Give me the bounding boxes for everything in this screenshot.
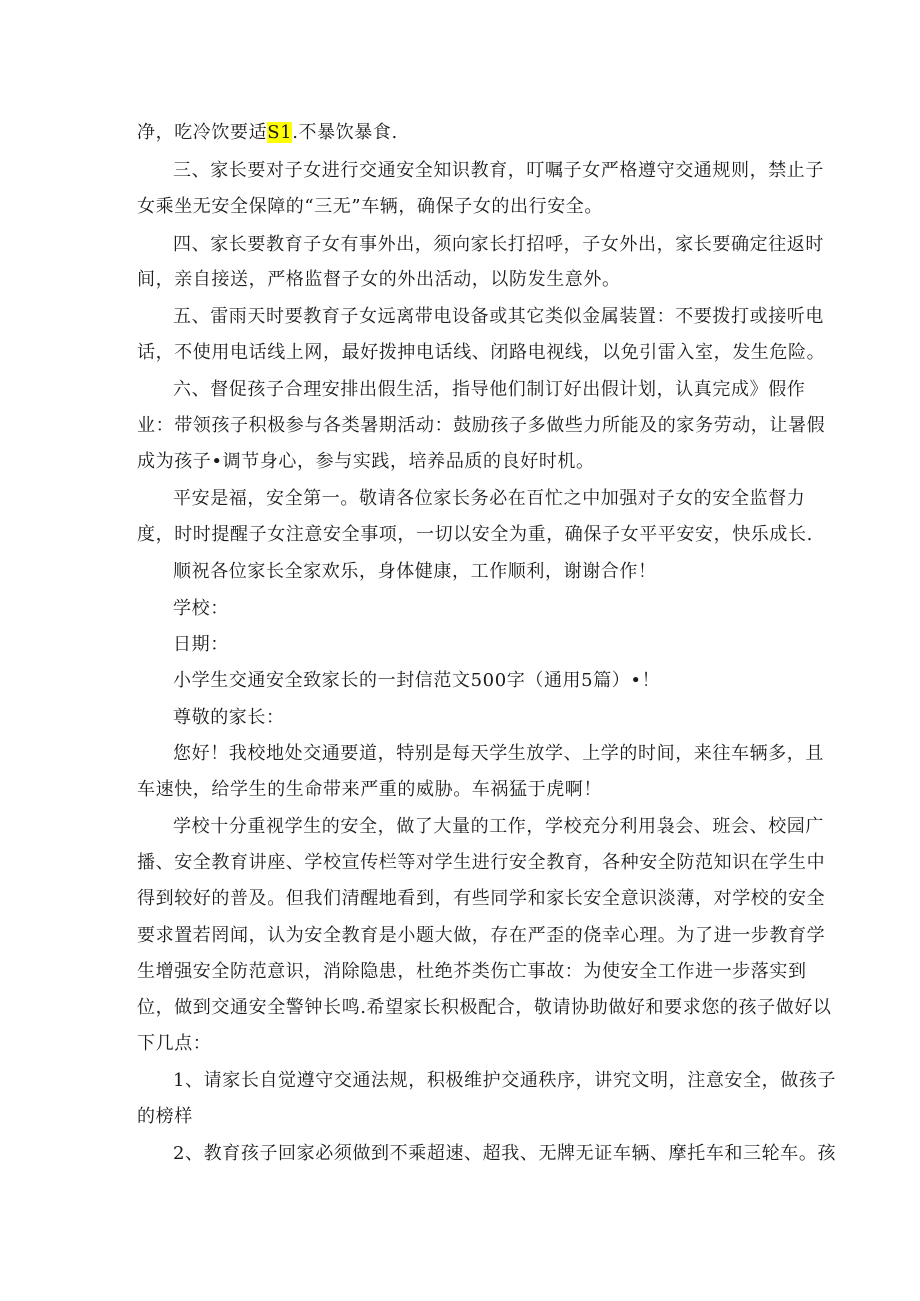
text-segment: .不暴饮暴食.: [292, 122, 398, 143]
school-label: 学校：: [173, 598, 229, 619]
salutation: 尊敬的家长：: [173, 707, 285, 728]
body-paragraph-line-7: 下几点：: [137, 1033, 212, 1054]
intro-paragraph-line-1: 您好！我校地处交通要道，特别是每天学生放学、上学的时间，来往车辆多，且: [173, 743, 824, 764]
paragraph-4-line-1: 四、家长要教育子女有事外出，须向家长打招呼，子女外出，家长要确定往返时: [173, 234, 824, 255]
paragraph-4-line-2: 间，亲自接送，严格监督子女的外出活动，以防发生意外。: [137, 269, 621, 290]
paragraph-6-line-1: 六、督促孩子合理安排出假生活，指导他们制订好出假计划，认真完成》假作: [173, 379, 806, 400]
paragraph-3-line-2: 女乘坐无安全保障的“三无”车辆，确保子女的出行安全。: [137, 196, 604, 217]
closing-paragraph-line-2: 度，时时提醒子女注意安全事项，一切以安全为重，确保子女平平安安，快乐成长.: [137, 524, 813, 545]
wishes-line: 顺祝各位家长全家欢乐，身体健康，工作顺利，谢谢合作！: [173, 561, 657, 582]
date-label: 日期：: [173, 634, 229, 655]
intro-paragraph-line-2: 车速快，给学生的生命带来严重的威胁。车祸猛于虎啊！: [137, 779, 602, 800]
body-paragraph-line-3: 得到较好的普及。但我们清醒地看到，有些同学和家长安全意识淡薄，对学校的安全: [137, 888, 826, 909]
item-1-line-1: 1、请家长自觉遵守交通法规，积极维护交通秩序，讲究文明，注意安全，做孩子: [173, 1070, 837, 1091]
item-1-line-2: 的榜样: [137, 1106, 193, 1127]
body-paragraph-line-1: 学校十分重视学生的安全，做了大量的工作，学校充分利用袅会、班会、校园广: [173, 816, 824, 837]
paragraph-6-line-2: 业：带领孩子积极参与各类暑期活动：鼓励孩子多做些力所能及的家务劳动，让暑假: [137, 415, 826, 436]
paragraph-6-line-3: 成为孩子•调节身心，参与实践，培养品质的良好时机。: [137, 451, 595, 472]
body-paragraph-line-4: 要求置若罔闻，认为安全教育是小题大做，存在严歪的侥幸心理。为了进一步教育学: [137, 925, 826, 946]
body-paragraph-line-5: 生增强安全防范意识，消除隐患，杜绝芥类伤亡事故：为使安全工作进一步落实到: [137, 961, 807, 982]
letter-title: 小学生交通安全致家长的一封信范文500字（通用5篇）•！: [173, 670, 661, 691]
text-segment: 净，吃冷饮要适: [137, 122, 268, 143]
body-paragraph-line-2: 播、安全教育讲座、学校宣传栏等对学生进行安全教育，各种安全防范知识在学生中: [137, 852, 826, 873]
item-2-line-1: 2、教育孩子回家必须做到不乘超速、超我、无牌无证车辆、摩托车和三轮车。孩: [173, 1143, 837, 1164]
paragraph-3-line-1: 三、家长要对子女进行交通安全知识教育，叮嘱子女严格遵守交通规则，禁止子: [173, 160, 824, 181]
body-paragraph-line-6: 位，做到交通安全警钟长鸣.希望家长积极配合，敬请协助做好和要求您的孩子做好以: [137, 997, 832, 1018]
text-line-1: [137, 121, 398, 145]
closing-paragraph-line-1: 平安是福，安全第一。敬请各位家长务必在百忙之中加强对子女的安全监督力: [173, 488, 806, 509]
paragraph-5-line-2: 话，不使用电话线上网，最好拨抻电话线、闭路电视线，以免引雷入室，发生危险。: [137, 342, 826, 363]
highlighted-text: S1: [267, 122, 293, 143]
paragraph-5-line-1: 五、雷雨天时要教育子女远离带电设备或其它类似金属装置：不要拨打或接听电: [173, 306, 824, 327]
